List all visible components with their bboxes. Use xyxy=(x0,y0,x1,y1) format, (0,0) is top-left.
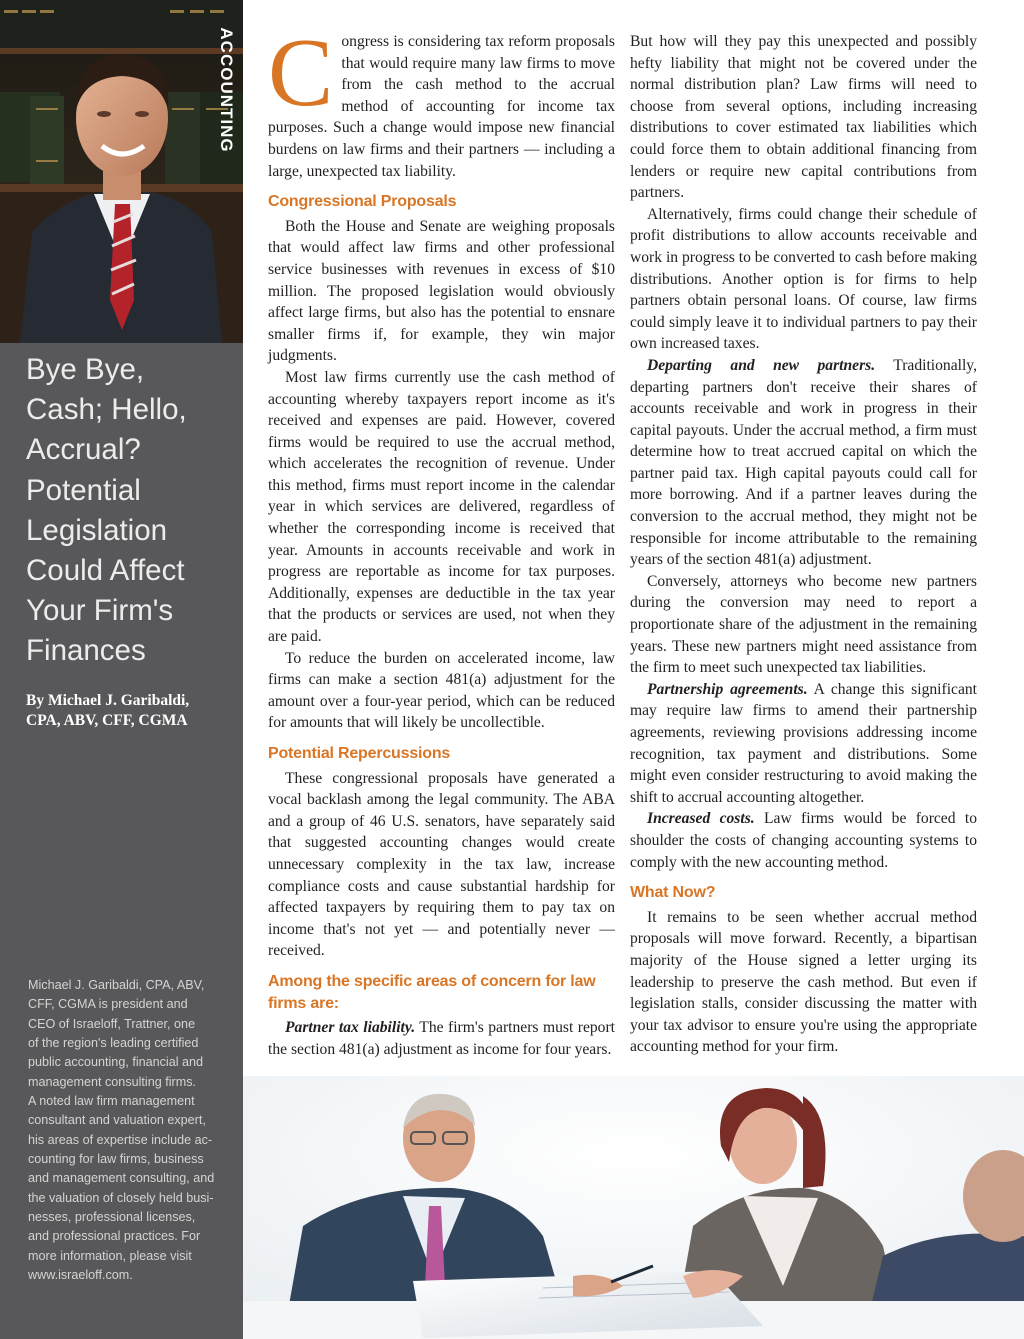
paragraph-departing xyxy=(630,355,977,571)
paragraph-continued: But how will they pay this unexpected and possibly hefty liability that might not be covered under the normal distribution plan? Law firms will need to choose from several options, including increasing distributions to cover estimated tax liabilities which could force them to obtain additional financing from lenders or require new capital contributions from partners. xyxy=(630,33,977,202)
paragraph-text: The firm's partners must report the section 481(a) adjustment as income for four years. xyxy=(268,1019,615,1058)
drop-cap: C xyxy=(268,19,334,127)
paragraph: Both the House and Senate are weighing proposals that would affect law firms and other professional service businesses with revenues in excess of $10 million. The proposed legislation would obviously affect large firms, but also has the potential to ensnare smaller firms if, for example, they win major judgments. xyxy=(268,217,615,365)
sidebar xyxy=(0,0,243,1339)
heading-what-now: What Now? xyxy=(630,884,716,902)
headline-line: Could Affect xyxy=(26,554,185,588)
author-bio xyxy=(28,976,238,1286)
section-label: ACCOUNTING xyxy=(217,27,236,153)
bio-line: public accounting, financial and xyxy=(28,1055,204,1070)
paragraph: Conversely, attorneys who become new partners during the conversion may need to report a proportionate share of the adjustment in the remaining years. These new partners might need assistance from the firm to meet such unexpected tax liabilities. xyxy=(630,572,977,677)
heading-congressional-proposals: Congressional Proposals xyxy=(268,193,457,211)
column-2-flow xyxy=(630,31,977,204)
paragraph: Most law firms currently use the cash method of accounting whereby taxpayers report income as it's received and expenses are paid. However, covered firms would be required to use the accrual method, which accelerates the recognition of revenue. Under this method, firms must report income in the calendar year in which services are delivered, regardless of whether the corresponding income is received that year. Amounts in accounts receivable and work in progress are reportable as income for tax purposes. Additionally, expenses are deductible in the tax year that the products or services are used, not when they are paid. xyxy=(268,368,615,646)
headline-line: Legislation xyxy=(26,513,168,547)
bio-line: CEO of Israeloff, Trattner, one xyxy=(28,1016,196,1031)
headline-line: Potential xyxy=(26,473,141,507)
paragraph-text: A change this significant may require law firms to amend their partnership agreements, reviewing provisions addressing income recognition, tax payment and distributions. Some might even consider restructuring to avoid making the shift to accrual accounting altogether. xyxy=(630,680,977,806)
bio-line: CFF, CGMA is president and xyxy=(28,997,188,1012)
paragraph: Alternatively, firms could change their schedule of profit distributions to allow accounts receivable and work in progress to be converted to cash before making distributions. Another option is for firms to help partners obtain personal loans. Of course, law firms could simply leave it to individual partners to pay their own increased taxes. xyxy=(630,205,977,353)
paragraph: To reduce the burden on accelerated income, law firms can make a section 481(a) adjustment for the amount over a four-year period, which can be reduced for amounts that will likely be uncollectible. xyxy=(268,649,615,732)
article-column-2 xyxy=(630,31,977,1058)
lead-in: Departing and new partners. xyxy=(647,356,876,374)
bio-website-line[interactable]: www.israeloff.com. xyxy=(28,1268,133,1283)
article-column-1 xyxy=(268,19,615,1060)
meeting-photo xyxy=(243,1076,1024,1339)
byline xyxy=(26,691,236,731)
intro-paragraph xyxy=(268,19,615,182)
heading-specific-areas: Among the specific areas of concern for law firms are: xyxy=(268,972,596,1012)
section-tag xyxy=(207,27,243,164)
paragraph-partner-tax xyxy=(268,1017,615,1060)
bio-line: the valuation of closely held busi- xyxy=(28,1190,214,1205)
meeting-photo-graphic xyxy=(243,1076,1024,1339)
bio-line: more information, please visit xyxy=(28,1248,192,1263)
byline-line: CPA, ABV, CFF, CGMA xyxy=(26,712,188,729)
headline-line: Finances xyxy=(26,634,146,668)
bio-line: nesses, professional licenses, xyxy=(28,1210,196,1225)
bio-line: and professional practices. For xyxy=(28,1229,201,1244)
paragraph-text: Law firms would be forced to shoulder the costs of changing accounting systems to comply with the new accounting method. xyxy=(630,810,977,871)
lead-in: Partnership agreements. xyxy=(647,680,808,698)
article-headline xyxy=(26,350,236,672)
heading-potential-repercussions: Potential Repercussions xyxy=(268,745,451,762)
bio-line: and management consulting, and xyxy=(28,1171,215,1186)
paragraph-costs xyxy=(630,808,977,873)
lead-in: Partner tax liability. xyxy=(285,1019,416,1037)
byline-line: By Michael J. Garibaldi, xyxy=(26,692,190,709)
bio-line: management consulting firms. xyxy=(28,1074,196,1089)
headline-line: Your Firm's xyxy=(26,594,174,628)
paragraph-partnership xyxy=(630,679,977,809)
bio-line: Michael J. Garibaldi, CPA, ABV, xyxy=(28,978,205,992)
paragraph-text: Traditionally, departing partners don't receive their shares of accounts receivable and work in progress in their capital payouts. Under the accrual method, a firm must determine how to treat accrued capital on which the partner paid tax. High capital payouts could call for more borrowing. And if a partner leaves during the conversion to the accrual method, they might not be responsible for income attributable to the remaining years of the section 481(a) adjustment. xyxy=(630,356,977,569)
headline-line: Accrual? xyxy=(26,433,141,467)
bio-line: of the region's leading certified xyxy=(28,1036,199,1051)
intro-text: ongress is considering tax reform proposals that would require many law firms to move from the cash method to the accrual method of accounting for income tax purposes. Such a change would impose new financial burdens on law firms and their partners — including a large, unexpected tax liability. xyxy=(268,33,615,180)
bio-line: consultant and valuation expert, xyxy=(28,1113,206,1128)
lead-in: Increased costs. xyxy=(647,810,755,828)
bio-line: counting for law firms, business xyxy=(28,1152,204,1167)
headline-line: Cash; Hello, xyxy=(26,393,187,427)
bio-line: A noted law firm management xyxy=(28,1094,195,1109)
paragraph: It remains to be seen whether accrual method proposals will move forward. Recently, a bipartisan majority of the House signed a letter urging its leadership to preserve the cash method. But even if legislation stalls, consider discussing the matter with your tax advisor to ensure you're using the appropriate accounting method for your firm. xyxy=(630,908,977,1056)
headline-line: Bye Bye, xyxy=(26,353,145,386)
bio-line: his areas of expertise include ac- xyxy=(28,1132,213,1147)
paragraph: These congressional proposals have generated a vocal backlash among the legal community. The ABA and a group of 46 U.S. senators, have separately said that suggested accounting changes would create unnecessary complexity in the tax law, increase compliance costs and cause substantial hardship for affected taxpayers by requiring them to pay tax on income that's not yet — and potentially never — received. xyxy=(268,769,615,960)
